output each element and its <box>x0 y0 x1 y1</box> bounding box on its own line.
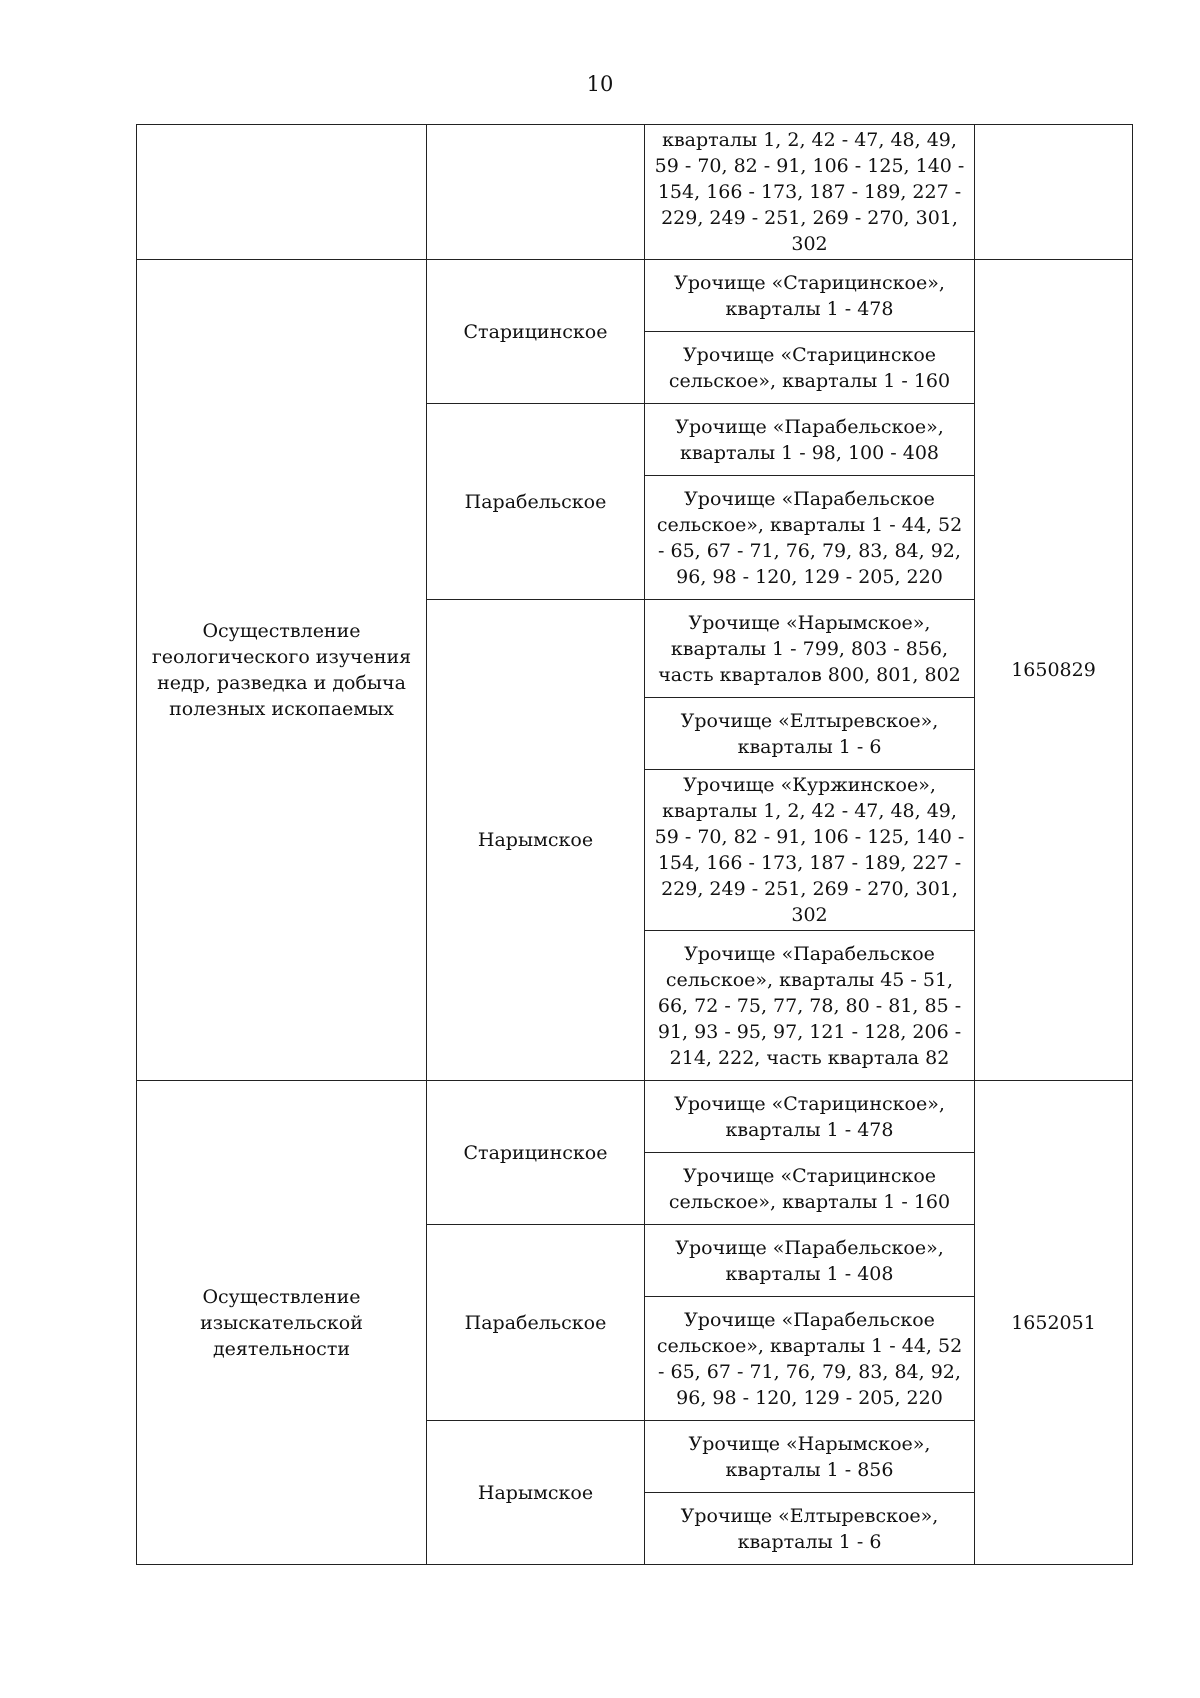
forestry-cell: Парабельское <box>427 404 645 600</box>
area-cell: 1650829 <box>975 260 1133 1081</box>
page-number: 10 <box>586 72 614 96</box>
table-row <box>137 125 1133 260</box>
forestry-cell: Старицинское <box>427 1081 645 1225</box>
forestry-cell <box>427 125 645 260</box>
activity-cell: Осуществление изыскательской деятельности <box>137 1081 427 1565</box>
tract-cell: Урочище «Парабельское сельское», кварталы 45 - 51, 66, 72 - 75, 77, 78, 80 - 81, 85 - 91, 93 - 95, 97, 121 - 128, 206 - 214, 222, часть квартала 82 <box>645 931 975 1081</box>
forestry-cell: Старицинское <box>427 260 645 404</box>
tract-cell: Урочище «Парабельское сельское», кварталы 1 - 44, 52 - 65, 67 - 71, 76, 79, 83, 84, 92, 96, 98 - 120, 129 - 205, 220 <box>645 1297 975 1421</box>
tract-cell: Урочище «Парабельское сельское», кварталы 1 - 44, 52 - 65, 67 - 71, 76, 79, 83, 84, 92, 96, 98 - 120, 129 - 205, 220 <box>645 476 975 600</box>
forestry-cell: Парабельское <box>427 1225 645 1421</box>
tract-cell: Урочище «Старицинское», кварталы 1 - 478 <box>645 260 975 332</box>
tract-cell: Урочище «Нарымское», кварталы 1 - 856 <box>645 1421 975 1493</box>
area-cell: 1652051 <box>975 1081 1133 1565</box>
forestry-cell: Нарымское <box>427 1421 645 1565</box>
tract-cell: Урочище «Старицинское», кварталы 1 - 478 <box>645 1081 975 1153</box>
table-row <box>137 260 1133 332</box>
tract-cell: Урочище «Елтыревское», кварталы 1 - 6 <box>645 1493 975 1565</box>
tract-cell: Урочище «Парабельское», кварталы 1 - 408 <box>645 1225 975 1297</box>
activity-cell <box>137 125 427 260</box>
forest-use-table <box>136 124 1133 1565</box>
tract-cell: Урочище «Нарымское», кварталы 1 - 799, 803 - 856, часть кварталов 800, 801, 802 <box>645 600 975 698</box>
tract-cell: Урочище «Елтыревское», кварталы 1 - 6 <box>645 698 975 770</box>
area-cell <box>975 125 1133 260</box>
tract-cell: Урочище «Старицинское сельское», кварталы 1 - 160 <box>645 332 975 404</box>
forestry-cell: Нарымское <box>427 600 645 1081</box>
table-row <box>137 1081 1133 1153</box>
activity-cell: Осуществление геологического изучения недр, разведка и добыча полезных ископаемых <box>137 260 427 1081</box>
tract-cell: кварталы 1, 2, 42 - 47, 48, 49, 59 - 70, 82 - 91, 106 - 125, 140 - 154, 166 - 173, 187 - 189, 227 - 229, 249 - 251, 269 - 270, 301, 302 <box>645 125 975 260</box>
tract-cell: Урочище «Куржинское», кварталы 1, 2, 42 - 47, 48, 49, 59 - 70, 82 - 91, 106 - 125, 140 - 154, 166 - 173, 187 - 189, 227 - 229, 249 - 251, 269 - 270, 301, 302 <box>645 770 975 931</box>
tract-cell: Урочище «Старицинское сельское», кварталы 1 - 160 <box>645 1153 975 1225</box>
tract-cell: Урочище «Парабельское», кварталы 1 - 98, 100 - 408 <box>645 404 975 476</box>
